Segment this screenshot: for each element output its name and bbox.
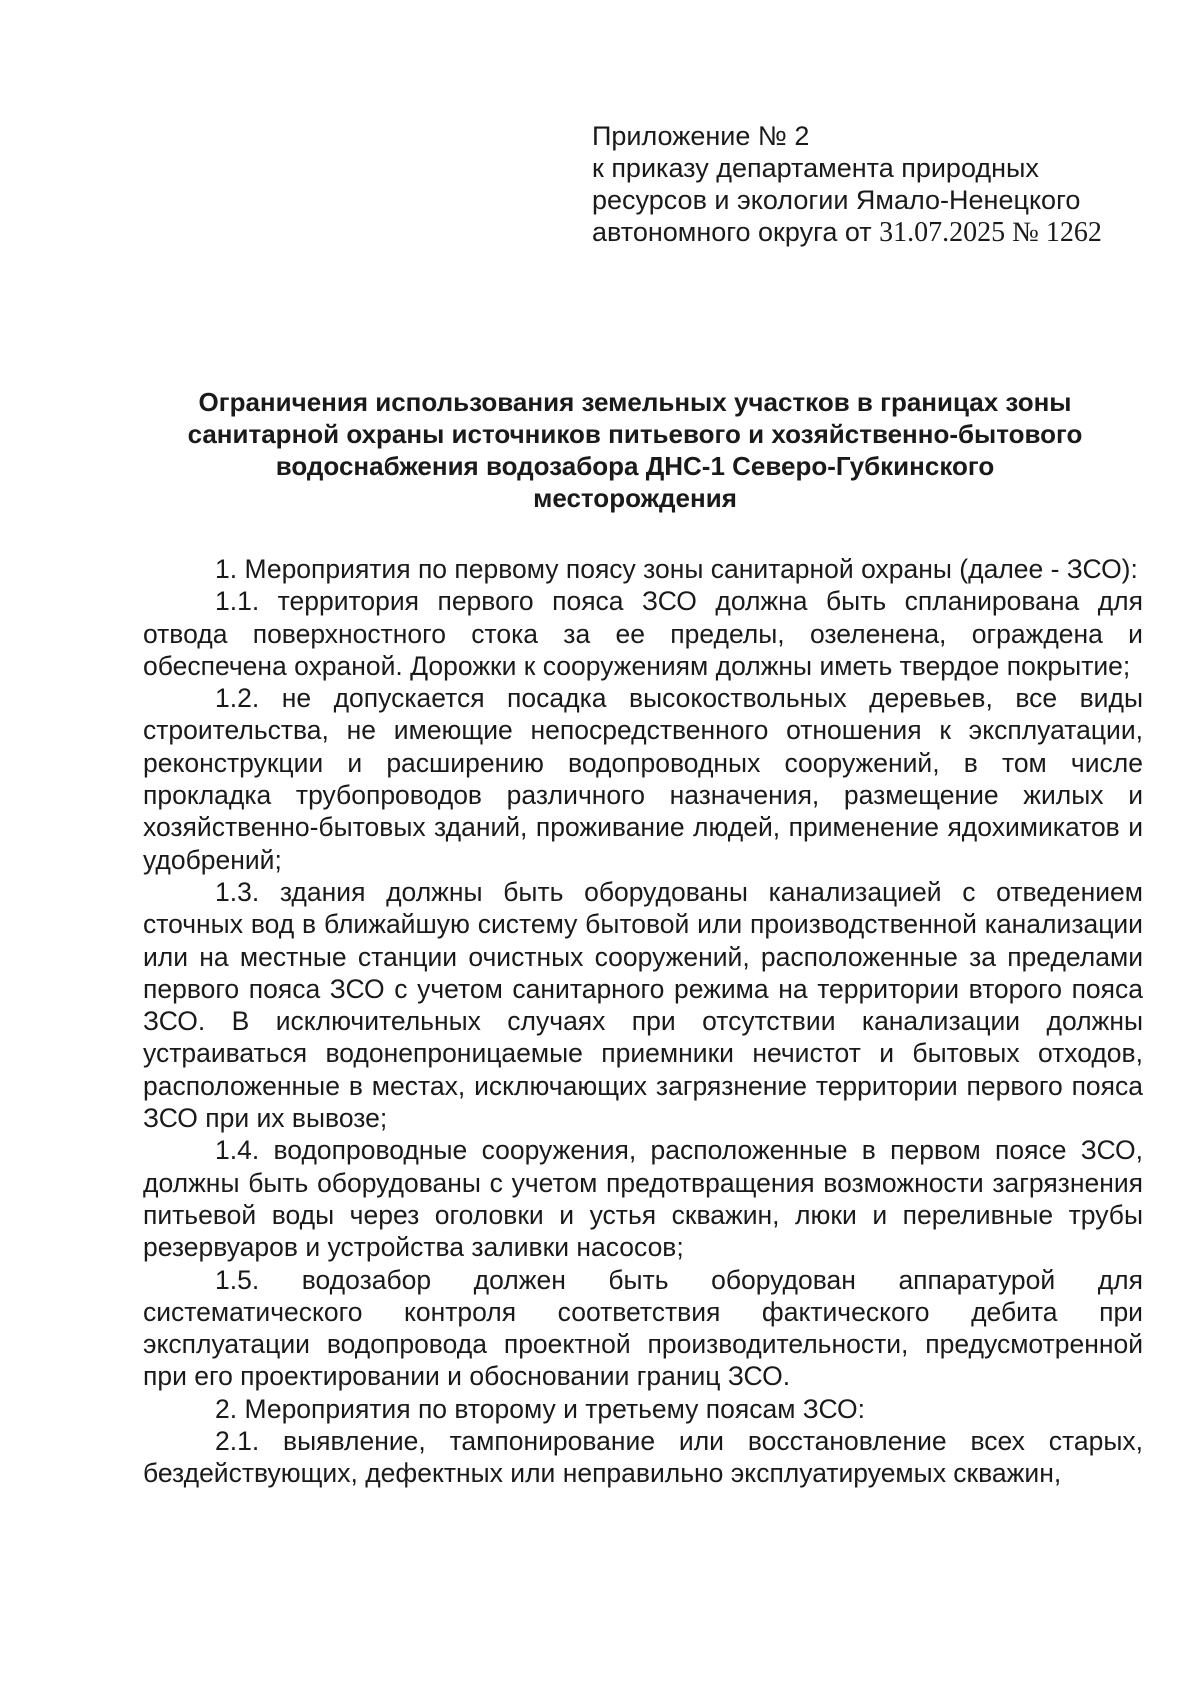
order-number: 1262 xyxy=(1045,217,1102,248)
order-date-line xyxy=(592,216,1152,249)
title-line: санитарной охраны источников питьевого и хозяйственно-бытового xyxy=(187,419,1083,449)
paragraph-2: 2. Мероприятия по второму и третьему поясам ЗСО: xyxy=(215,1393,866,1424)
paragraph-1-1: 1.1. территория первого пояса ЗСО должна быть спланирована для отвода поверхностного стока за ее пределы, озеленена, ограждена и обеспечена охраной. Дорожки к сооружениям должны иметь твердое покрытие; xyxy=(143,586,1143,681)
title-line: месторождения xyxy=(533,483,737,513)
paragraph-1: 1. Мероприятия по первому поясу зоны санитарной охраны (далее - ЗСО): xyxy=(215,554,1138,584)
document-body xyxy=(143,553,1143,1490)
order-number-sign: № xyxy=(1005,217,1046,248)
appendix-number: Приложение № 2 xyxy=(592,121,810,151)
paragraph-1-4: 1.4. водопроводные сооружения, расположенные в первом поясе ЗСО, должны быть оборудованы с учетом предотвращения возможности загрязнения питьевой воды через оголовки и устья скважин, люки и переливные трубы резервуаров и устройства заливки насосов; xyxy=(143,1135,1143,1263)
approval-block xyxy=(592,120,1152,249)
paragraph-1-2: 1.2. не допускается посадка высокоствольных деревьев, все виды строительства, не имеющие непосредственного отношения к эксплуатации, реконструкции и расширению водопроводных сооружений, в том числе прокладка трубопроводов различного назначения, размещение жилых и хозяйственно-бытовых зданий, проживание людей, применение ядохимикатов и удобрений; xyxy=(143,683,1143,875)
paragraph-1-5: 1.5. водозабор должен быть оборудован аппаратурой для систематического контроля соответствия фактического дебита при эксплуатации водопровода проектной производительности, предусмотренной при его проектировании и обосновании границ ЗСО. xyxy=(143,1264,1143,1392)
paragraph-2-1: 2.1. выявление, тампонирование или восстановление всех старых, бездействующих, дефектных или неправильно эксплуатируемых скважин, xyxy=(143,1426,1143,1489)
department-line: ресурсов и экологии Ямало-Ненецкого xyxy=(592,185,1081,215)
title-line: водоснабжения водозабора ДНС-1 Северо-Губкинского xyxy=(275,451,995,481)
paragraph-1-3: 1.3. здания должны быть оборудованы канализацией с отведением сточных вод в ближайшую систему бытовой или производственной канализации или на местные станции очистных сооружений, расположенные за пределами первого пояса ЗСО с учетом санитарного режима на территории второго пояса ЗСО. В исключительных случаях при отсутствии канализации должны устраиваться водонепроницаемые приемники нечистот и бытовых отходов, расположенные в местах, исключающих загрязнение территории первого пояса ЗСО при их вывозе; xyxy=(143,876,1143,1134)
order-reference-line: к приказу департамента природных xyxy=(592,153,1039,183)
order-date-prefix: автономного округа от xyxy=(592,217,880,247)
title-line: Ограничения использования земельных участков в границах зоны xyxy=(198,387,1072,417)
order-date: 31.07.2025 xyxy=(879,217,1006,248)
document-title xyxy=(150,386,1120,514)
